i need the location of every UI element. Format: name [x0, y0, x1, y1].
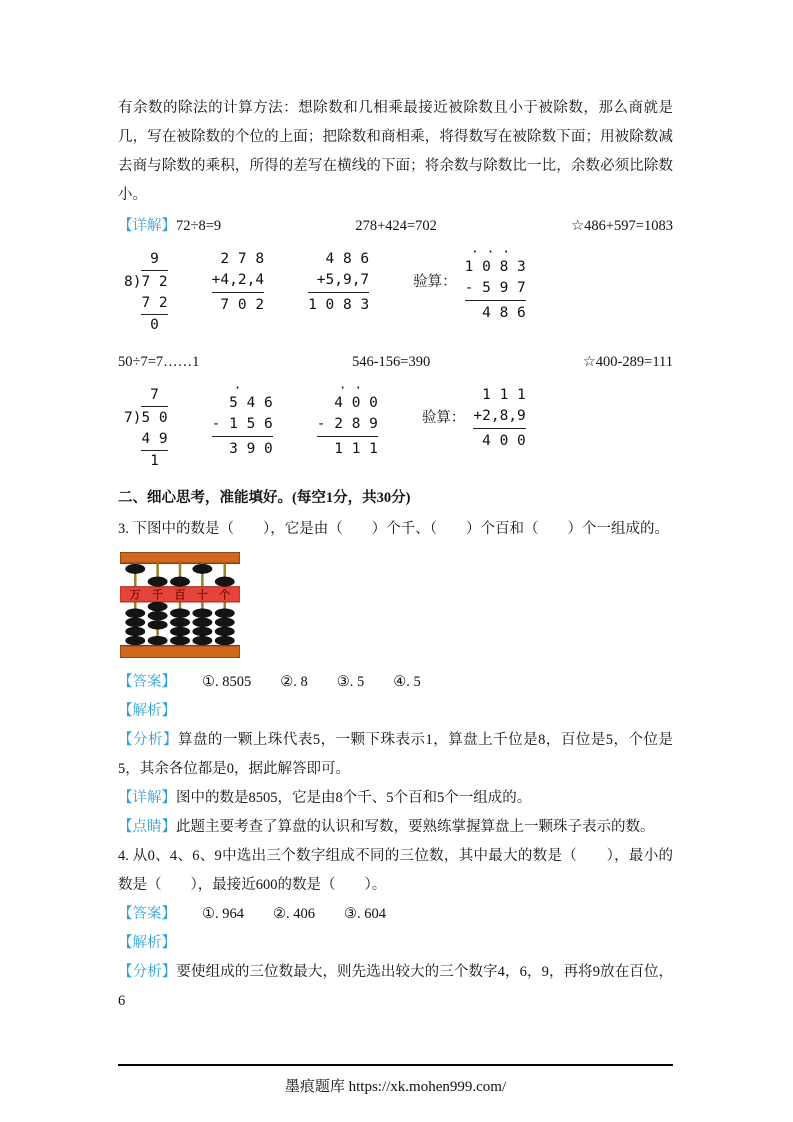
method-paragraph: 有余数的除法的计算方法：想除数和几相乘最接近被除数且小于被除数，那么商就是几，写在被除数的个位的上面；把除数和商相乘，将得数写在被除数下面；用被除数减去商与除数的乘积，所得的差写在横线的下面；将余数与除数比一比，余数必须比除数小。 [118, 100, 673, 203]
column-subtraction-546-156 [211, 381, 273, 460]
abacus-bottom-frame [120, 646, 240, 658]
subtrahend: - 5 9 7 [465, 278, 526, 301]
q4-fenxi-paragraph [118, 958, 673, 1016]
sum-line: 4 0 0 [482, 433, 526, 450]
tag-daan: 【答案】 [118, 906, 176, 923]
q3-answer-values: ①. 8505 ②. 8 ③. 5 ④. 5 [202, 674, 421, 691]
q4-answer-values: ①. 964 ②. 406 ③. 604 [202, 906, 386, 923]
quotient: 9 [150, 251, 159, 267]
dividend: 5 0 [141, 406, 167, 429]
addend-top: 1 1 1 [482, 387, 526, 404]
worked-examples-row-1 [124, 245, 673, 336]
place-label-qian: 千 [152, 588, 164, 602]
product-line: 7 2 [141, 293, 167, 315]
column-addition-278-424 [212, 249, 264, 316]
minuend: 4 0 0 [334, 394, 378, 411]
question-3-text: 3. 下图中的数是（ ），它是由（ ）个千、（ ）个百和（ ）个一组成的。 [118, 521, 669, 538]
footer-site-link: 墨痕题库 https://xk.mohen999.com/ [284, 1079, 507, 1095]
subtrahend: - 2 8 9 [317, 414, 378, 437]
q3-fenxi-text: 算盘的一颗上珠代表5，一颗下珠表示1，算盘上千位是8，百位是5，个位是5，其余各位都是0，据此解答即可。 [118, 732, 674, 778]
check-label: 验算： [421, 410, 466, 427]
q4-answer-line [118, 900, 673, 929]
page-footer [118, 1064, 673, 1096]
equation-278-424: 278+424=702 [355, 218, 437, 234]
q3-answer-line [118, 668, 673, 697]
question-4-text: 4. 从0、4、6、9中选出三个数字组成不同的三位数，其中最大的数是（ ），最小的数是（ ），最接近600的数是（ ）。 [118, 848, 673, 894]
addend-bottom: +4,2,4 [212, 270, 264, 293]
tag-daan: 【答案】 [118, 674, 176, 691]
division-bracket-row [124, 270, 168, 293]
column-addition-486-597 [308, 249, 369, 316]
check-group-1 [413, 245, 526, 324]
tag-jiexi: 【解析】 [118, 703, 176, 720]
q3-dianjing-text: 此题主要考查了算盘的认识和写数，要熟练掌握算盘上一颗珠子表示的数。 [176, 819, 655, 836]
q3-jiexi-line [118, 697, 673, 726]
place-label-bai: 百 [174, 588, 186, 602]
equation-400-289: ☆400-289=111 [582, 354, 673, 371]
equation-group-1 [118, 212, 221, 241]
borrow-dots: · [233, 381, 273, 397]
column-subtraction-400-289 [316, 381, 378, 460]
long-division-72-by-8 [124, 249, 168, 336]
dividend: 7 2 [141, 270, 167, 293]
minuend: 5 4 6 [229, 394, 273, 411]
product-line: 4 9 [141, 429, 167, 451]
borrow-dots: · · [338, 381, 378, 397]
long-division-50-by-7 [124, 385, 168, 472]
tag-dianjing: 【点睛】 [118, 819, 176, 836]
q4-jiexi-line [118, 929, 673, 958]
place-label-ge: 个 [219, 588, 231, 602]
addend-top: 4 8 6 [325, 251, 370, 267]
quotient: 7 [150, 387, 159, 404]
detail-equations-line-1 [118, 212, 673, 241]
sum-line: 1 0 8 3 [308, 297, 370, 314]
minuend: 1 0 8 3 [464, 258, 526, 275]
tag-fenxi: 【分析】 [118, 964, 177, 981]
subtrahend: - 1 5 6 [212, 414, 273, 437]
addend-top: 2 7 8 [220, 251, 265, 267]
sum-line: 7 0 2 [220, 297, 265, 314]
q3-fenxi-paragraph [118, 726, 673, 784]
equation-72-8: 72÷8=9 [176, 218, 222, 234]
addend-bottom: +5,9,7 [308, 270, 369, 293]
difference-line: 4 8 6 [482, 304, 526, 321]
place-label-wan: 万 [129, 588, 141, 602]
tag-xiangjie: 【详解】 [118, 790, 176, 807]
equation-50-7: 50÷7=7……1 [118, 354, 200, 371]
division-bracket-row [124, 406, 168, 429]
detail-equations-line-2 [118, 348, 673, 377]
borrow-dots: · · · [470, 245, 526, 260]
abacus-top-frame [120, 552, 240, 563]
column-subtraction-1083-597 [464, 245, 526, 324]
check-group-2 [422, 385, 526, 452]
abacus-lower-beads [126, 602, 235, 645]
remainder: 1 [150, 453, 159, 470]
section-2-heading: 二、细心思考，准能填好。(每空1分，共30分) [118, 490, 411, 507]
q4-fenxi-text: 要使组成的三位数最大，则先选出较大的三个数字4，6，9，再将9放在百位，6 [118, 964, 674, 1010]
q3-dianjing-paragraph [118, 813, 673, 842]
column-addition-111-289 [473, 385, 525, 452]
addend-bottom: +2,8,9 [473, 406, 525, 429]
worked-examples-row-2 [124, 381, 673, 472]
remainder: 0 [150, 317, 159, 334]
check-label: 验算： [413, 274, 457, 290]
tag-jiexi: 【解析】 [118, 935, 176, 952]
tag-xiangjie: 【详解】 [118, 218, 176, 234]
place-label-shi: 十 [196, 588, 208, 602]
difference-line: 1 1 1 [334, 440, 378, 457]
divisor: 8) [124, 274, 142, 291]
tag-fenxi: 【分析】 [118, 732, 178, 749]
abacus-image [120, 552, 673, 658]
q3-xiangjie-paragraph [118, 784, 673, 813]
equation-546-156: 546-156=390 [351, 354, 431, 371]
divisor: 7) [124, 410, 142, 427]
q3-xiangjie-text: 图中的数是8505，它是由8个千、5个百和5个一组成的。 [176, 790, 532, 807]
difference-line: 3 9 0 [229, 440, 273, 457]
equation-486-597: ☆486+597=1083 [571, 218, 673, 234]
